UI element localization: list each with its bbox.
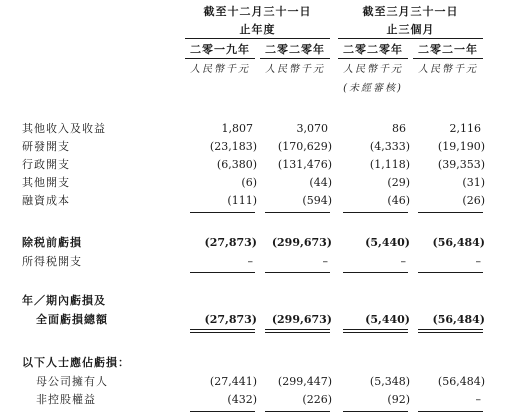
cell-owners-q2021: (56,484) <box>437 375 485 388</box>
year-rule-4 <box>413 58 483 59</box>
total-double-rule-3 <box>343 329 408 333</box>
cell-rnd-q2021: (19,190) <box>437 140 485 153</box>
cell-lbt-q2021: (56,484) <box>432 236 485 249</box>
total-double-rule-4 <box>418 329 483 333</box>
year-rule-1 <box>185 58 255 59</box>
cell-lbt-2020: (299,673) <box>271 236 332 249</box>
row-label-finance-costs: 融資成本 <box>22 194 70 207</box>
unit-label-4: 人民幣千元 <box>418 64 478 75</box>
row-label-admin: 行政開支 <box>22 158 70 171</box>
year-header-2019: 二零一九年 <box>190 43 250 56</box>
cell-nci-q2021: – <box>475 393 481 406</box>
tax-rule-3 <box>343 272 408 273</box>
cell-tax-2020: – <box>322 255 328 268</box>
period-subheader-quarter: 止三個月 <box>386 23 435 36</box>
cell-rnd-2020: (170,629) <box>277 140 332 153</box>
bottom-rule-4 <box>418 411 483 412</box>
row-label-loss-period: 年／期內虧損及 <box>22 294 106 307</box>
year-rule-3 <box>338 58 408 59</box>
section-label-attributable: 以下人士應佔虧損： <box>22 356 130 369</box>
cell-admin-2019: (6,380) <box>216 158 257 171</box>
tax-rule-4 <box>418 272 483 273</box>
unaudited-note: (未經審核) <box>343 83 403 94</box>
header-rule-quarter <box>338 38 483 39</box>
cell-rnd-2019: (23,183) <box>209 140 257 153</box>
year-header-2021-quarter: 二零二一年 <box>418 43 478 56</box>
cell-other-exp-q2020: (29) <box>387 176 410 189</box>
cell-tcl-q2021: (56,484) <box>432 313 485 326</box>
row-label-non-controlling: 非控股權益 <box>36 393 96 406</box>
period-subheader-annual: 止年度 <box>239 23 276 36</box>
subtotal-rule-3 <box>343 212 408 213</box>
total-double-rule-2 <box>265 329 330 333</box>
header-rule-annual <box>185 38 330 39</box>
cell-tcl-q2020: (5,440) <box>365 313 410 326</box>
cell-other-income-q2020: 86 <box>392 122 406 135</box>
row-label-other-expenses: 其他開支 <box>22 176 70 189</box>
cell-finance-2019: (111) <box>227 194 257 207</box>
bottom-rule-2 <box>265 411 330 412</box>
total-double-rule-1 <box>190 329 255 333</box>
cell-finance-q2021: (26) <box>462 194 485 207</box>
cell-owners-2020: (299,447) <box>277 375 332 388</box>
unit-label-2: 人民幣千元 <box>265 64 325 75</box>
period-header-annual: 截至十二月三十一日 <box>203 5 312 18</box>
cell-other-exp-q2021: (31) <box>462 176 485 189</box>
cell-lbt-2019: (27,873) <box>204 236 257 249</box>
year-header-2020-quarter: 二零二零年 <box>343 43 403 56</box>
row-label-owners-of-parent: 母公司擁有人 <box>36 375 108 388</box>
cell-owners-q2020: (5,348) <box>369 375 410 388</box>
cell-tcl-2019: (27,873) <box>204 313 257 326</box>
cell-other-exp-2020: (44) <box>309 176 332 189</box>
cell-finance-q2020: (46) <box>387 194 410 207</box>
period-header-quarter: 截至三月三十一日 <box>362 5 459 18</box>
cell-other-income-2020: 3,070 <box>296 122 328 135</box>
row-label-total-comprehensive-loss: 全面虧損總額 <box>36 313 108 326</box>
row-label-other-income: 其他收入及收益 <box>22 122 106 135</box>
cell-other-income-2019: 1,807 <box>221 122 253 135</box>
year-header-2020-annual: 二零二零年 <box>265 43 325 56</box>
cell-admin-q2020: (1,118) <box>369 158 410 171</box>
row-label-loss-before-tax: 除税前虧損 <box>22 236 82 249</box>
unit-label-3: 人民幣千元 <box>343 64 403 75</box>
cell-admin-2020: (131,476) <box>277 158 332 171</box>
cell-tcl-2020: (299,673) <box>271 313 332 326</box>
unit-label-1: 人民幣千元 <box>190 64 250 75</box>
subtotal-rule-2 <box>265 212 330 213</box>
cell-owners-2019: (27,441) <box>209 375 257 388</box>
cell-admin-q2021: (39,353) <box>437 158 485 171</box>
row-label-income-tax: 所得税開支 <box>22 255 82 268</box>
cell-nci-2020: (226) <box>302 393 332 406</box>
subtotal-rule-4 <box>418 212 483 213</box>
cell-tax-q2020: – <box>400 255 406 268</box>
bottom-rule-3 <box>343 411 408 412</box>
bottom-rule-1 <box>190 411 255 412</box>
cell-nci-q2020: (92) <box>387 393 410 406</box>
cell-lbt-q2020: (5,440) <box>365 236 410 249</box>
cell-other-exp-2019: (6) <box>241 176 257 189</box>
cell-nci-2019: (432) <box>227 393 257 406</box>
tax-rule-2 <box>265 272 330 273</box>
row-label-rnd: 研發開支 <box>22 140 70 153</box>
year-rule-2 <box>260 58 330 59</box>
tax-rule-1 <box>190 272 255 273</box>
subtotal-rule-1 <box>190 212 255 213</box>
cell-other-income-q2021: 2,116 <box>449 122 481 135</box>
cell-tax-2019: – <box>247 255 253 268</box>
cell-finance-2020: (594) <box>302 194 332 207</box>
cell-tax-q2021: – <box>475 255 481 268</box>
cell-rnd-q2020: (4,333) <box>369 140 410 153</box>
